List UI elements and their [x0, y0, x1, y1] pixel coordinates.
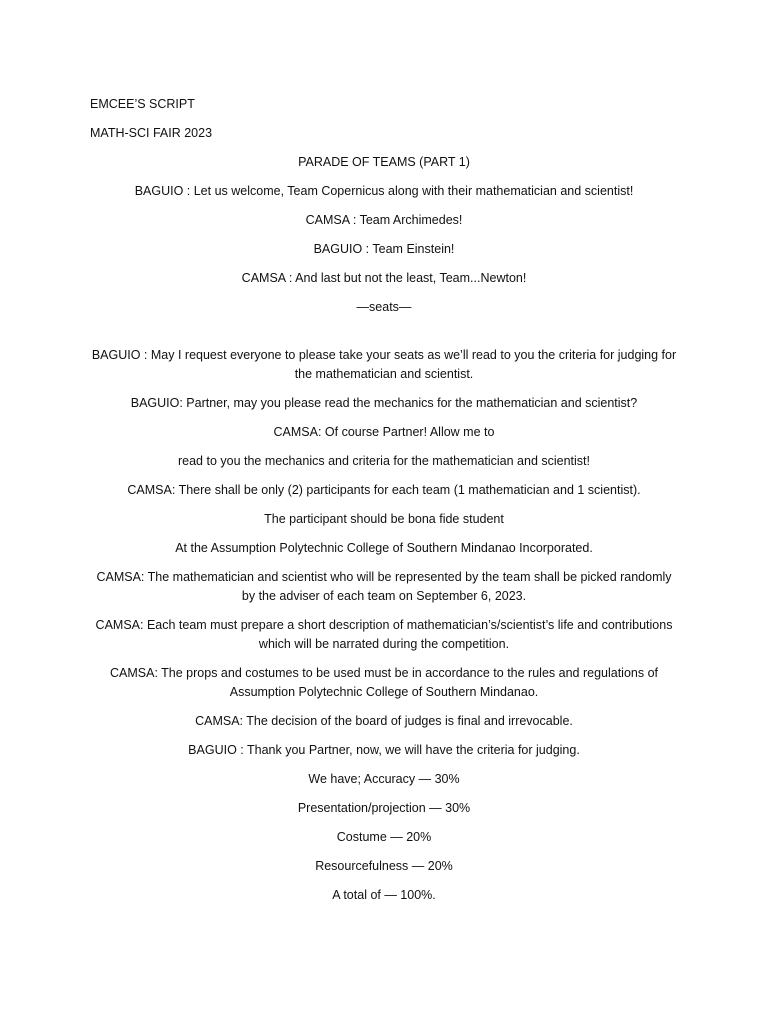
- script-line: BAGUIO : Thank you Partner, now, we will have the criteria for judging.: [188, 743, 580, 757]
- rule-line: At the Assumption Polytechnic College of Southern Mindanao Incorporated.: [175, 541, 593, 555]
- event-name: MATH-SCI FAIR 2023: [90, 126, 213, 140]
- script-line: read to you the mechanics and criteria for the mathematician and scientist!: [177, 454, 591, 468]
- script-line: CAMSA : And last but not the least, Team...Newton!: [241, 271, 527, 285]
- script-line: BAGUIO : Team Einstein!: [313, 242, 455, 256]
- section-title: PARADE OF TEAMS (PART 1): [298, 155, 470, 169]
- script-line: BAGUIO : Let us welcome, Team Copernicus along with their mathematician and scientist!: [134, 184, 634, 198]
- script-line: BAGUIO: Partner, may you please read the mechanics for the mathematician and scientist?: [130, 396, 638, 410]
- stage-direction: —seats—: [356, 300, 412, 314]
- rule-line: CAMSA: The props and costumes to be used must be in accordance to the rules and regulations of Assumption Polytechnic College of Southern Mindanao.: [110, 666, 658, 699]
- rule-line: CAMSA: The decision of the board of judges is final and irrevocable.: [195, 714, 573, 728]
- script-line: CAMSA: Of course Partner! Allow me to: [273, 425, 495, 439]
- criteria-item: Resourcefulness — 20%: [315, 859, 453, 873]
- rule-line: CAMSA: The mathematician and scientist who will be represented by the team shall be picked randomly by the adviser of each team on September 6, 2023.: [96, 570, 672, 603]
- criteria-total: A total of — 100%.: [332, 888, 436, 902]
- script-line: BAGUIO : May I request everyone to please take your seats as we’ll read to you the criteria for judging for the mathematician and scientist.: [91, 348, 677, 381]
- rule-line: CAMSA: Each team must prepare a short description of mathematician’s/scientist’s life and contributions which will be narrated during the competition.: [95, 618, 673, 651]
- criteria-item: Presentation/projection — 30%: [297, 801, 471, 815]
- criteria-item: We have; Accuracy — 30%: [308, 772, 460, 786]
- document-content: [90, 95, 678, 915]
- rule-line: CAMSA: There shall be only (2) participants for each team (1 mathematician and 1 scientist).: [127, 483, 641, 497]
- blank-line: [90, 327, 678, 346]
- script-line: CAMSA : Team Archimedes!: [305, 213, 463, 227]
- document-title: EMCEE’S SCRIPT: [90, 97, 195, 111]
- criteria-item: Costume — 20%: [336, 830, 432, 844]
- rule-line: The participant should be bona fide student: [264, 512, 504, 526]
